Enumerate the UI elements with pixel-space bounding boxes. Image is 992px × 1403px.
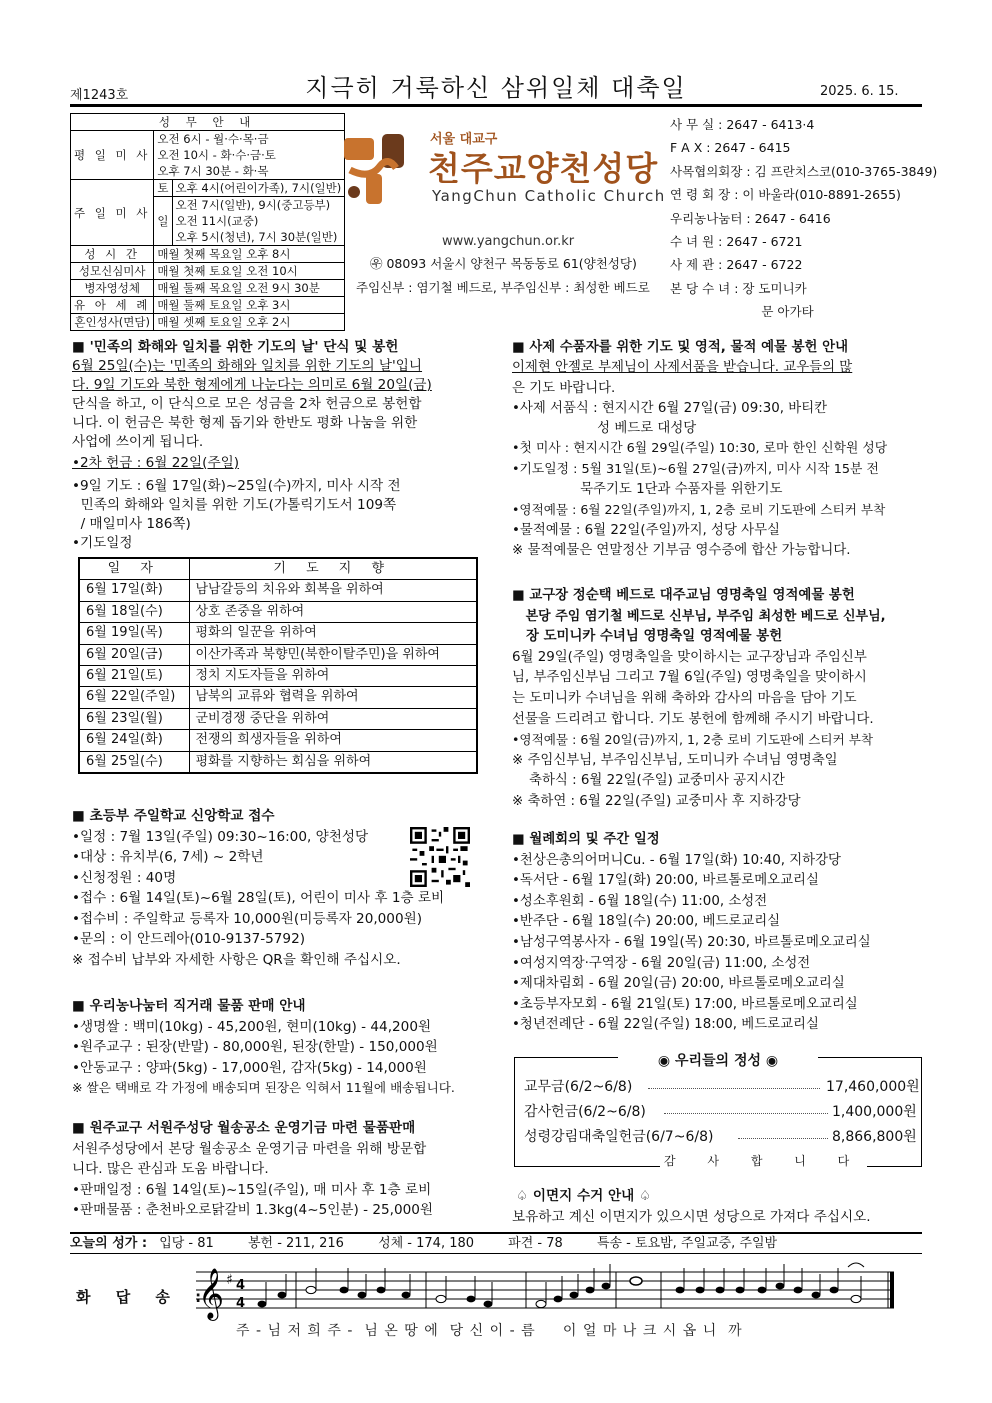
sunday-mass-label: 주 일 미 사 <box>71 180 154 246</box>
offering-amount: 17,460,000원 <box>826 1079 920 1095</box>
bullet-line: •천상은총의어머니Cu. - 6월 17일(화) 10:40, 지하강당 <box>512 852 841 868</box>
saturday-prefix: 토 <box>154 180 172 197</box>
schedule-label: 병자영성체 <box>71 280 154 297</box>
header-rule <box>70 104 922 107</box>
bullet-line: ※ 물적예물은 연말정산 기부금 영수증에 합산 가능합니다. <box>512 542 851 558</box>
diocese-name: 서울 대교구 <box>430 132 498 147</box>
bullet-line: •청년전례단 - 6월 22일(주일) 18:00, 베드로교리실 <box>512 1017 819 1033</box>
table-header: 기 도 지 향 <box>189 558 477 580</box>
table-cell: 6월 20일(금) <box>79 644 189 665</box>
body-line: 보유하고 계신 이면지가 있으시면 성당으로 가져다 주십시오. <box>512 1208 871 1225</box>
church-website-link[interactable]: www.yangchun.or.kr <box>442 234 575 249</box>
contact-item: 사 제 관 : 2647 - 6722 <box>670 257 803 273</box>
schedule-value: 매월 첫째 목요일 오후 8시 <box>154 246 345 263</box>
contact-item: 사목협의회장 : 김 프란치스코(010-3765-3849) <box>670 163 938 179</box>
contact-item: 본 당 수 녀 : 장 도미니카 <box>670 280 807 296</box>
section-title: ■ 사제 수품자를 위한 기도 및 영적, 물적 예물 봉헌 안내 <box>512 340 848 355</box>
body-line: 이제현 안젤로 부제님이 사제서품을 받습니다. 교우들의 많 <box>512 360 853 376</box>
music-staff <box>196 1262 896 1322</box>
schedule-label: 유 아 세 례 <box>71 297 154 314</box>
bullet-line: ※ 주임신부님, 부주임신부님, 도미니카 수녀님 영명축일 <box>512 752 838 768</box>
peace-prayer-section <box>72 338 490 774</box>
table-cell: 6월 19일(목) <box>79 623 189 644</box>
section-title: ♤ 이면지 수거 안내 ♤ <box>516 1188 652 1204</box>
issue-number: 제1243호 <box>70 88 129 103</box>
offering-label: 교무금(6/2~6/8) <box>524 1079 633 1095</box>
bullet-line: •판매물품 : 춘천바오로닭갈비 1.3kg(4~5인분) - 25,000원 <box>72 1202 434 1218</box>
schedule-label: 성모신심미사 <box>71 263 154 280</box>
schedule-label: 성 시 간 <box>71 246 154 263</box>
body-line: 단식을 하고, 이 단식으로 모은 성금을 2차 헌금으로 봉헌합 <box>72 396 422 412</box>
offering-label: 감사헌금(6/2~6/8) <box>524 1104 646 1120</box>
section-title: 장 도미니카 수녀님 영명축일 영적예물 봉헌 <box>512 629 783 645</box>
sunday-time: 오전 7시(일반), 9시(중고등부) <box>175 198 331 212</box>
section-title: ■ 월례회의 및 주간 일정 <box>512 832 660 847</box>
bullet-line: •일정 : 7월 13일(주일) 09:30~16:00, 양천성당 <box>72 828 369 845</box>
bullet-line: •접수비 : 주일학교 등록자 10,000원(미등록자 20,000원) <box>72 910 423 927</box>
sunday-time: 오전 11시(교중) <box>175 214 259 228</box>
table-cell: 6월 23일(월) <box>79 708 189 729</box>
contact-item: 사 무 실 : 2647 - 6413·4 <box>670 117 815 132</box>
bullet-line: 민족의 화해와 일치를 위한 기도(가톨릭기도서 109쪽 <box>72 497 397 513</box>
contact-list <box>670 113 937 324</box>
farm-store-section <box>72 996 490 1099</box>
table-cell: 상호 존중을 위하여 <box>189 601 477 622</box>
svg-text:4: 4 <box>236 1278 246 1293</box>
bullet-line: •신청정원 : 40명 <box>72 869 177 886</box>
table-cell: 전쟁의 희생자들을 위하여 <box>189 730 477 751</box>
offering-amount: 8,866,800원 <box>832 1129 917 1145</box>
section-title: ■ 초등부 주일학교 신앙학교 접수 <box>72 808 275 824</box>
svg-text:♯: ♯ <box>226 1272 233 1288</box>
contact-item: 문 아가타 <box>670 304 814 320</box>
prayer-schedule-table <box>78 557 478 774</box>
contact-item: 우리농나눔터 : 2647 - 6416 <box>670 210 831 226</box>
body-line: 다. 9일 기도와 북한 형제에게 나눈다는 의미로 6월 20일(금) <box>72 377 432 393</box>
table-header: 일 자 <box>79 558 189 580</box>
section-title: ■ 우리농나눔터 직거래 물품 판매 안내 <box>72 998 306 1014</box>
schedule-label: 혼인성사(면담) <box>71 314 154 331</box>
page-title: 지극히 거룩하신 삼위일체 대축일 <box>305 74 687 102</box>
weekday-mass-label: 평 일 미 사 <box>71 131 154 180</box>
contact-item: 연 령 회 장 : 이 바울라(010-8891-2655) <box>670 187 901 203</box>
section-title: ■ 원주교구 서원주성당 월송공소 운영기금 마련 물품판매 <box>72 1120 416 1136</box>
body-line: 6월 29일(주일) 영명축일을 맞이하시는 교구장님과 주임신부 <box>512 649 867 665</box>
thanks-text: 감 사 합 니 다 <box>660 1152 867 1169</box>
weekday-time: 오전 6시 - 월·수·목·금 <box>157 132 269 146</box>
bullet-line: •기도일정 : 5월 31일(토)~6월 27일(금)까지, 미사 시작 15분 전 <box>512 461 879 477</box>
bullet-line: •영적예물 : 6월 22일(주일)까지, 1, 2층 로비 기도판에 스티커 부착 <box>512 502 886 518</box>
bullet-line: ※ 축하연 : 6월 22일(주일) 교중미사 후 지하강당 <box>512 793 801 809</box>
schedule-value: 매월 둘째 목요일 오전 9시 30분 <box>154 280 345 297</box>
weekday-mass-times <box>154 131 345 180</box>
bullet-line: •반주단 - 6월 18일(수) 20:00, 베드로교리실 <box>512 914 781 930</box>
weekday-time: 오후 7시 30분 - 화·목 <box>157 164 269 178</box>
psalm-lyrics: 주 - 님 저 희 주 - 님 온 땅 에 당 신 이 - 름 이 얼 마 나 크 시 옵 니 까 <box>236 1323 743 1339</box>
leader-dots <box>648 1088 820 1089</box>
issue-date: 2025. 6. 15. <box>820 84 899 99</box>
table-cell: 6월 17일(화) <box>79 580 189 601</box>
table-cell: 평화를 지향하는 회심을 위하여 <box>189 751 477 773</box>
body-line: 님, 부주임신부님 그리고 7월 6일(주일) 영명축일을 맞이하시 <box>512 670 867 686</box>
contact-item: F A X : 2647 - 6415 <box>670 140 791 156</box>
body-line: 사업에 쓰이게 됩니다. <box>72 434 204 450</box>
contact-item: 수 녀 원 : 2647 - 6721 <box>670 234 803 250</box>
schedule-value: 매월 셋째 토요일 오후 2시 <box>154 314 345 331</box>
church-name: 천주교양천성당 <box>428 149 659 188</box>
bullet-line: •제대차림회 - 6월 20일(금) 20:00, 바르톨로메오교리실 <box>512 976 845 992</box>
bullet-line: ※ 접수비 납부와 자세한 사항은 QR을 확인해 주십시오. <box>72 951 401 968</box>
table-cell: 6월 24일(화) <box>79 730 189 751</box>
bullet-line: •9일 기도 : 6월 17일(화)~25일(수)까지, 미사 시작 전 <box>72 478 401 494</box>
offerings-title: ◉ 우리들의 정성 ◉ <box>618 1050 818 1070</box>
church-english-name: YangChun Catholic Church <box>432 187 666 205</box>
hymn-item: 봉헌 - 211, 216 <box>247 1236 344 1251</box>
schedule-value: 매월 첫째 토요일 오전 10시 <box>154 263 345 280</box>
svg-text:4: 4 <box>236 1296 246 1311</box>
bullet-line: •첫 미사 : 현지시간 6월 29일(주일) 10:30, 로마 한인 신학원 성당 <box>512 441 888 457</box>
body-line: 니다. 이 헌금은 북한 형제 돕기와 한반도 평화 나눔을 위한 <box>72 415 418 431</box>
table-cell: 남남갈등의 치유와 회복을 위하여 <box>189 580 477 601</box>
bullet-line: •남성구역봉사자 - 6월 19일(목) 20:30, 바르톨로메오교리실 <box>512 934 871 950</box>
table-cell: 군비경쟁 중단을 위하여 <box>189 708 477 729</box>
psalm-label: 화 답 송 : <box>76 1288 212 1306</box>
bullet-line: •2차 헌금 : 6월 22일(주일) <box>72 455 240 471</box>
table-cell: 이산가족과 북향민(북한이탈주민)을 위하여 <box>189 644 477 665</box>
body-line: 니다. 많은 관심과 도움 바랍니다. <box>72 1161 269 1177</box>
leader-dots <box>664 1113 828 1114</box>
qr-code-image[interactable] <box>410 827 470 887</box>
weekly-schedule-section <box>512 830 924 1036</box>
hymns-label: 오늘의 성가 : <box>70 1236 148 1251</box>
mass-schedule-table <box>70 113 345 331</box>
hymn-item: 성체 - 174, 180 <box>378 1236 475 1251</box>
bullet-line: •안동교구 : 양파(5kg) - 17,000원, 감자(5kg) - 14,000원 <box>72 1059 427 1076</box>
offering-amount: 1,400,000원 <box>832 1104 917 1120</box>
bullet-line: •초등부자모회 - 6월 21일(토) 17:00, 바르톨로메오교리실 <box>512 996 858 1012</box>
bullet-line: •판매일정 : 6월 14일(토)~15일(주일), 매 미사 후 1층 로비 <box>72 1181 432 1198</box>
bullet-line: •독서단 - 6월 17일(화) 20:00, 바르톨로메오교리실 <box>512 873 819 889</box>
table-cell: 6월 18일(수) <box>79 601 189 622</box>
leader-dots <box>738 1138 828 1139</box>
bullet-line: 성 베드로 대성당 <box>512 421 697 437</box>
hymn-item: 파견 - 78 <box>508 1236 563 1251</box>
bullet-line: •문의 : 이 안드레아(010-9137-5792) <box>72 931 306 947</box>
body-line: 서원주성당에서 본당 월송공소 운영기금 마련을 위해 방문합 <box>72 1140 427 1157</box>
bullet-line: •접수 : 6월 14일(토)~6월 28일(토), 어린이 미사 후 1층 로비 <box>72 890 445 906</box>
church-logo <box>342 130 412 210</box>
offering-label: 성령강림대축일헌금(6/7~6/8) <box>524 1129 714 1145</box>
table-cell: 6월 22일(주일) <box>79 687 189 708</box>
bullet-line: •영적예물 : 6월 20일(금)까지, 1, 2층 로비 기도판에 스티커 부착 <box>512 732 874 748</box>
body-line: 선물을 드리려고 합니다. 기도 봉헌에 함께해 주시기 바랍니다. <box>512 711 874 727</box>
svg-text:𝄞: 𝄞 <box>198 1268 225 1319</box>
bullet-line: / 매일미사 186쪽) <box>72 516 191 532</box>
fundraising-sale-section <box>72 1118 490 1221</box>
mass-schedule-caption: 성 무 안 내 <box>71 114 345 131</box>
scrap-paper-section <box>512 1186 924 1227</box>
body-line: 는 도미니카 수녀님을 위해 축하와 감사의 마음을 담아 기도 <box>512 690 857 706</box>
priests-line: 주임신부 : 염기철 베드로, 부주임신부 : 최성한 베드로 <box>356 280 650 295</box>
feast-day-section <box>512 586 924 813</box>
body-line: 은 기도 바랍니다. <box>512 380 616 396</box>
church-address: ㉾ 08093 서울시 양천구 목동동로 61(양천성당) <box>370 256 637 271</box>
hymn-item: 특송 - 토요밤, 주일교중, 주일밤 <box>596 1236 778 1251</box>
section-title: ■ 교구장 정순택 베드로 대주교님 영명축일 영적예물 봉헌 <box>512 588 855 603</box>
schedule-value: 매월 둘째 토요일 오후 3시 <box>154 297 345 314</box>
bullet-line: •물적예물 : 6월 22일(주일)까지, 성당 사무실 <box>512 522 780 538</box>
bullet-line: •대상 : 유치부(6, 7세) ~ 2학년 <box>72 849 264 865</box>
section-title: 본당 주임 염기철 베드로 신부님, 부주임 최성한 베드로 신부님, <box>512 608 886 624</box>
hymns-bar <box>70 1232 922 1254</box>
bullet-line: •기도일정 <box>72 535 133 551</box>
weekday-time: 오전 10시 - 화·수·금·토 <box>157 148 276 162</box>
bullet-line: •성소후원회 - 6월 18일(수) 11:00, 소성전 <box>512 893 768 909</box>
bullet-line: ※ 쌀은 택배로 각 가정에 배송되며 된장은 익혀서 11월에 배송됩니다. <box>72 1080 455 1095</box>
table-cell: 평화의 일꾼을 위하여 <box>189 623 477 644</box>
saturday-times: 오후 4시(어린이가족), 7시(일반) <box>172 180 345 197</box>
bullet-line: •생명쌀 : 백미(10kg) - 45,200원, 현미(10kg) - 44,200원 <box>72 1018 432 1035</box>
table-cell: 정치 지도자들을 위하여 <box>189 666 477 687</box>
sunday-prefix: 일 <box>154 197 172 246</box>
table-cell: 남북의 교류와 협력을 위하여 <box>189 687 477 708</box>
section-title: ■ '민족의 화해와 일치를 위한 기도의 날' 단식 및 봉헌 <box>72 339 399 355</box>
ordination-section <box>512 338 924 561</box>
bullet-line: •사제 서품식 : 현지시간 6월 27일(금) 09:30, 바티칸 <box>512 400 828 416</box>
sunday-time: 오후 5시(청년), 7시 30분(일반) <box>175 230 338 244</box>
table-cell: 6월 21일(토) <box>79 666 189 687</box>
bullet-line: 축하식 : 6월 22일(주일) 교중미사 공지시간 <box>512 773 785 789</box>
sunday-times <box>172 197 345 246</box>
bullet-line: 묵주기도 1단과 수품자를 위한기도 <box>512 482 783 498</box>
hymn-item: 입당 - 81 <box>159 1236 214 1251</box>
bullet-line: •원주교구 : 된장(반말) - 80,000원, 된장(한말) - 150,000원 <box>72 1039 438 1055</box>
table-cell: 6월 25일(수) <box>79 751 189 773</box>
body-line: 6월 25일(수)는 '민족의 화해와 일치를 위한 기도의 날'입니 <box>72 358 423 374</box>
bullet-line: •여성지역장·구역장 - 6월 20일(금) 11:00, 소성전 <box>512 955 811 971</box>
